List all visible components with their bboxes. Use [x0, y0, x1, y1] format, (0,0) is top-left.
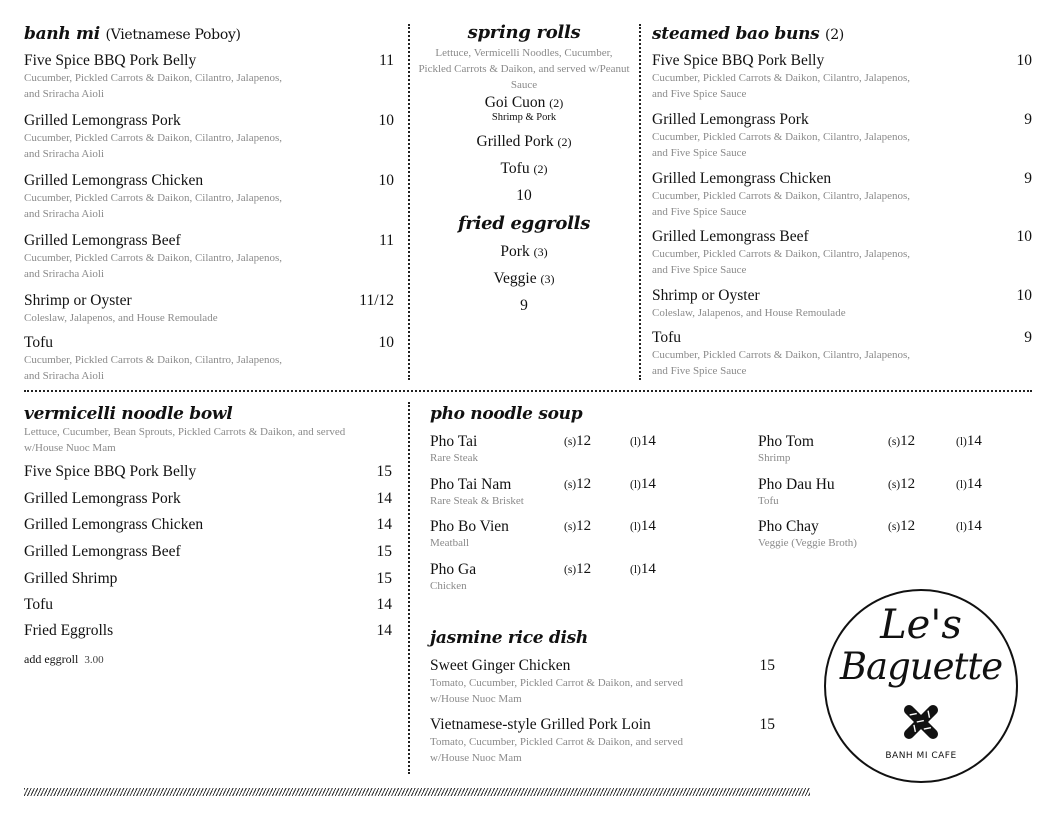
item-name: Fried Eggrolls: [24, 622, 114, 639]
price-small: [564, 518, 591, 535]
addon-label: add eggroll: [24, 652, 79, 666]
logo-line-2: Baguette: [839, 645, 1003, 688]
item-pork: [418, 243, 630, 261]
item-name: Five Spice BBQ Pork Belly: [652, 52, 825, 69]
item-description: Coleslaw, Jalapenos, and House Remoulade: [652, 307, 846, 319]
menu-item: [652, 170, 1032, 220]
price-large: [630, 561, 656, 578]
divider-horizontal-middle: [24, 390, 1032, 392]
item-description: Cucumber, Pickled Carrots & Daikon, Cilantro, Jalapenos, and Sriracha Aioli: [24, 72, 283, 100]
item-name: Five Spice BBQ Pork Belly: [24, 52, 197, 69]
section-subtitle: (Vietnamese Poboy): [105, 27, 241, 43]
item-name: Pho Tai Nam: [430, 476, 512, 493]
menu-item: [24, 622, 392, 640]
item-name: Pho Tom: [758, 433, 814, 450]
item-description: Cucumber, Pickled Carrots & Daikon, Cilantro, Jalapenos, and Sriracha Aioli: [24, 132, 283, 160]
section-description: Lettuce, Vermicelli Noodles, Cucumber, Pickled Carrots & Daikon, and served w/Peanut Sauce: [418, 47, 630, 91]
section-title-spring-rolls: spring rolls: [467, 22, 581, 43]
section-title-vermicelli: vermicelli noodle bowl: [24, 404, 233, 424]
item-name: Grilled Pork: [476, 133, 554, 150]
item-name: Vietnamese-style Grilled Pork Loin: [430, 716, 651, 733]
item-price: 15: [376, 543, 392, 560]
logo: [824, 589, 1018, 783]
price-small: [564, 433, 591, 450]
item-name: Pho Ga: [430, 561, 477, 578]
divider-vertical-bottom: [408, 402, 410, 774]
item-price: 10: [1016, 287, 1032, 304]
size-price: 12: [576, 561, 592, 577]
menu-item: [652, 329, 1032, 379]
menu-item: [24, 570, 392, 588]
item-name: Tofu: [500, 160, 530, 177]
item-price: 14: [376, 516, 392, 533]
price-large: [630, 518, 656, 535]
section-description: Lettuce, Cucumber, Bean Sprouts, Pickled Carrots & Daikon, and served w/House Nuoc Mam: [24, 426, 346, 454]
size-price: 12: [900, 518, 916, 534]
section-title-rice: jasmine rice dish: [430, 628, 588, 648]
item-name: Sweet Ginger Chicken: [430, 657, 571, 674]
price-large: [630, 433, 656, 450]
section-subtitle: (2): [825, 27, 844, 43]
item-count: (2): [533, 162, 548, 176]
item-name: Grilled Lemongrass Chicken: [24, 516, 204, 533]
menu-item: [430, 716, 775, 766]
item-count: (2): [557, 135, 572, 149]
crossed-baguettes-icon: [898, 699, 944, 745]
item-description: Cucumber, Pickled Carrots & Daikon, Cilantro, Jalapenos, and Sriracha Aioli: [24, 252, 283, 280]
menu-item: [24, 490, 392, 508]
item-tofu: [418, 160, 630, 178]
size-label: (l): [630, 521, 641, 533]
size-label: (s): [564, 479, 577, 491]
menu-item: [24, 112, 394, 162]
price-small: [888, 433, 915, 450]
size-price: 14: [640, 433, 656, 449]
item-price: 9: [1024, 170, 1032, 187]
size-price: 12: [900, 476, 916, 492]
section-bao-buns: [652, 24, 1032, 44]
item-description: Cucumber, Pickled Carrots & Daikon, Cilantro, Jalapenos, and Five Spice Sauce: [652, 349, 911, 377]
size-price: 14: [640, 561, 656, 577]
item-price: 9: [520, 297, 528, 314]
size-label: (s): [888, 521, 901, 533]
menu-item: [652, 228, 1032, 278]
price-small: [888, 476, 915, 493]
section-spring-rolls: [418, 22, 630, 315]
size-price: 12: [576, 433, 592, 449]
item-price: 15: [376, 463, 392, 480]
item-price: 14: [376, 490, 392, 507]
size-price: 14: [640, 476, 656, 492]
item-price: 10: [378, 112, 394, 129]
item-description: Cucumber, Pickled Carrots & Daikon, Cilantro, Jalapenos, and Sriracha Aioli: [24, 192, 283, 220]
item-price: 15: [376, 570, 392, 587]
item-price: 9: [1024, 111, 1032, 128]
pho-item: [430, 518, 730, 549]
section-title-pho: pho noodle soup: [430, 404, 583, 424]
item-count: (3): [533, 245, 548, 259]
item-description: Shrimp & Pork: [491, 112, 557, 123]
size-label: (l): [630, 564, 641, 576]
item-description: Cucumber, Pickled Carrots & Daikon, Cilantro, Jalapenos, and Five Spice Sauce: [652, 248, 911, 276]
size-label: (l): [630, 436, 641, 448]
item-grilled-pork: [418, 133, 630, 151]
item-description: Meatball: [430, 537, 470, 549]
size-label: (l): [630, 479, 641, 491]
item-description: Tomato, Cucumber, Pickled Carrot & Daikon, and served w/House Nuoc Mam: [430, 677, 683, 705]
size-price: 14: [966, 476, 982, 492]
size-label: (s): [564, 436, 577, 448]
price-large: [956, 433, 982, 450]
pho-item: [430, 433, 730, 464]
item-name: Five Spice BBQ Pork Belly: [24, 463, 197, 480]
pho-item: [430, 476, 730, 507]
item-price: 10: [378, 334, 394, 351]
menu-item: [24, 334, 394, 384]
menu-item: [24, 52, 394, 102]
item-price: 10: [1016, 52, 1032, 69]
menu-item: [24, 292, 394, 326]
size-price: 12: [576, 518, 592, 534]
menu-item: [24, 463, 392, 481]
pho-item: [758, 476, 1028, 507]
price-small: [564, 476, 591, 493]
item-name: Pork: [500, 243, 530, 260]
menu-item: [24, 232, 394, 282]
logo-line-1: Le's: [880, 602, 962, 648]
item-price: 10: [516, 187, 532, 204]
size-price: 12: [900, 433, 916, 449]
logo-tagline: BANH MI CAFE: [885, 751, 957, 761]
item-description: Rare Steak & Brisket: [430, 495, 524, 507]
item-price: 11/12: [359, 292, 394, 309]
price-large: [956, 476, 982, 493]
size-price: 14: [966, 518, 982, 534]
item-price: 10: [1016, 228, 1032, 245]
item-name: Veggie: [493, 270, 537, 287]
item-price: 10: [378, 172, 394, 189]
item-description: Tofu: [758, 495, 779, 507]
item-count: (2): [549, 96, 564, 110]
size-label: (l): [956, 436, 967, 448]
menu-item: [24, 172, 394, 222]
price-small: [888, 518, 915, 535]
section-vermicelli: [24, 404, 394, 456]
item-name: Grilled Lemongrass Beef: [24, 232, 181, 249]
menu-item: [652, 287, 1032, 321]
price-large: [630, 476, 656, 493]
menu-item: [24, 596, 392, 614]
size-label: (s): [888, 436, 901, 448]
item-name: Grilled Lemongrass Pork: [24, 112, 181, 129]
size-price: 14: [640, 518, 656, 534]
section-title-banh-mi: banh mi (Vietnamese Poboy): [24, 24, 241, 44]
size-label: (l): [956, 521, 967, 533]
item-name: Grilled Lemongrass Beef: [652, 228, 809, 245]
item-goi-cuon: [418, 94, 630, 112]
item-name: Shrimp or Oyster: [652, 287, 760, 304]
item-description: Cucumber, Pickled Carrots & Daikon, Cilantro, Jalapenos, and Five Spice Sauce: [652, 131, 911, 159]
size-label: (s): [888, 479, 901, 491]
decorative-border-bottom: [24, 788, 810, 796]
item-name: Pho Bo Vien: [430, 518, 509, 535]
item-name: Pho Chay: [758, 518, 819, 535]
size-label: (s): [564, 564, 577, 576]
item-description: Rare Steak: [430, 452, 478, 464]
item-description: Veggie (Veggie Broth): [758, 537, 857, 549]
item-name: Tofu: [24, 596, 54, 613]
item-price: 14: [376, 596, 392, 613]
item-name: Grilled Lemongrass Pork: [24, 490, 181, 507]
item-name: Grilled Lemongrass Pork: [652, 111, 809, 128]
item-name: Grilled Lemongrass Chicken: [652, 170, 832, 187]
item-description: Tomato, Cucumber, Pickled Carrot & Daikon, and served w/House Nuoc Mam: [430, 736, 683, 764]
item-price: 15: [759, 716, 775, 733]
pho-item: [758, 433, 1028, 464]
item-description: Chicken: [430, 580, 467, 592]
item-price: 9: [1024, 329, 1032, 346]
item-veggie: [418, 270, 630, 288]
addon-eggroll: [24, 652, 104, 667]
pho-item: [758, 518, 1028, 549]
item-name: Pho Tai: [430, 433, 478, 450]
section-title-fried-eggrolls: fried eggrolls: [457, 213, 591, 234]
size-price: 14: [966, 433, 982, 449]
menu-item: [24, 543, 392, 561]
menu-item: [430, 657, 775, 707]
item-name: Tofu: [652, 329, 682, 346]
item-price: 14: [376, 622, 392, 639]
item-price: 11: [379, 232, 394, 249]
item-name: Grilled Shrimp: [24, 570, 118, 587]
addon-price: 3.00: [84, 654, 104, 666]
price-small: [564, 561, 591, 578]
item-description: Coleslaw, Jalapenos, and House Remoulade: [24, 312, 218, 324]
menu-item: [652, 111, 1032, 161]
item-name: Grilled Lemongrass Chicken: [24, 172, 204, 189]
item-description: Cucumber, Pickled Carrots & Daikon, Cilantro, Jalapenos, and Five Spice Sauce: [652, 72, 911, 100]
size-label: (s): [564, 521, 577, 533]
size-price: 12: [576, 476, 592, 492]
pho-item: [430, 561, 730, 592]
price-large: [956, 518, 982, 535]
item-description: Cucumber, Pickled Carrots & Daikon, Cilantro, Jalapenos, and Five Spice Sauce: [652, 190, 911, 218]
item-price: 15: [759, 657, 775, 674]
item-price: 11: [379, 52, 394, 69]
divider-vertical-right-top: [639, 24, 641, 380]
divider-vertical-left-top: [408, 24, 410, 380]
item-description: Shrimp: [758, 452, 791, 464]
item-name: Pho Dau Hu: [758, 476, 835, 493]
menu-item: [24, 516, 392, 534]
section-title-bao-buns: steamed bao buns (2): [652, 24, 844, 44]
item-name: Goi Cuon: [484, 94, 546, 111]
menu-item: [652, 52, 1032, 102]
item-name: Grilled Lemongrass Beef: [24, 543, 181, 560]
item-count: (3): [540, 272, 555, 286]
item-name: Tofu: [24, 334, 54, 351]
size-label: (l): [956, 479, 967, 491]
section-banh-mi: [24, 24, 394, 44]
item-description: Cucumber, Pickled Carrots & Daikon, Cilantro, Jalapenos, and Sriracha Aioli: [24, 354, 283, 382]
item-name: Shrimp or Oyster: [24, 292, 132, 309]
